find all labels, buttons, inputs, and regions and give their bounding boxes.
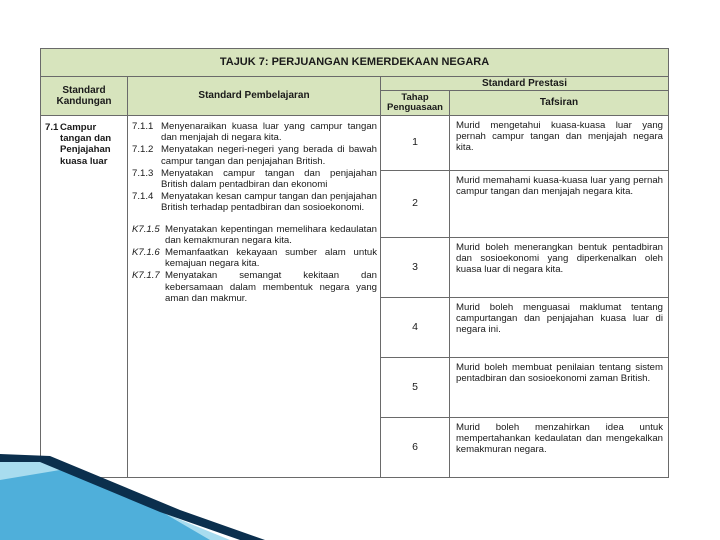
header-standard-prestasi: Standard Prestasi	[381, 77, 669, 91]
standard-text: Menyatakan campur tangan dan penjajahan British dalam pentadbiran dan ekonomi	[161, 167, 377, 191]
tahap-level-1: 1	[381, 116, 450, 171]
header-standard-pembelajaran: Standard Pembelajaran	[128, 77, 381, 116]
standard-code: 7.1.3	[132, 167, 154, 179]
tafsiran-level-6: Murid boleh menzahirkan idea untuk mempertahankan kedaulatan dan mengekalkan kemakmuran negara.	[450, 418, 669, 478]
standard-code: 7.1.1	[132, 121, 154, 132]
tahap-level-3: 3	[381, 238, 450, 298]
kandungan-text: Campur tangan dan Penjajahan kuasa luar	[60, 122, 112, 167]
standard-text: Menyatakan negeri-negeri yang berada di bawah campur tangan dan penjajahan British.	[161, 144, 377, 167]
kandungan-code: 7.1	[45, 122, 59, 133]
nilai-item	[132, 270, 377, 304]
header-standard-kandungan: Standard Kandungan	[41, 77, 128, 116]
standard-text: Menyatakan kesan campur tangan dan penjajahan British terhadap pentadbiran dan sosioekonomi.	[161, 191, 377, 214]
tafsiran-level-1: Murid mengetahui kuasa-kuasa luar yang pernah campur tangan dan menjajah negara kita.	[450, 116, 669, 171]
standard-item	[132, 168, 377, 190]
nilai-code: K7.1.6	[132, 247, 160, 259]
tahap-level-6: 6	[381, 418, 450, 478]
nilai-item	[132, 247, 377, 269]
decorative-swoosh	[0, 440, 720, 540]
nilai-item	[132, 224, 377, 246]
nilai-text: Menyatakan kepentingan memelihara kedaulatan dan kemakmuran negara kita.	[165, 223, 377, 246]
tafsiran-level-4: Murid boleh menguasai maklumat tentang campurtangan dan penjajahan kuasa luar di negara ini.	[450, 298, 669, 358]
standard-item	[132, 144, 377, 166]
standard-item	[132, 121, 377, 143]
pembelajaran-cell	[128, 116, 381, 478]
nilai-code: K7.1.5	[132, 223, 160, 235]
tahap-level-5: 5	[381, 358, 450, 418]
header-tahap-penguasaan: Tahap Penguasaan	[381, 91, 450, 116]
header-tafsiran: Tafsiran	[450, 91, 669, 116]
table-title: TAJUK 7: PERJUANGAN KEMERDEKAAN NEGARA	[41, 49, 669, 77]
tahap-level-2: 2	[381, 171, 450, 238]
standard-text: Menyenaraikan kuasa luar yang campur tangan dan menjajah di negara kita.	[161, 121, 377, 144]
tafsiran-level-5: Murid boleh membuat penilaian tentang sistem pentadbiran dan sosioekonomi zaman British.	[450, 358, 669, 418]
curriculum-table	[40, 48, 669, 478]
nilai-text: Menyatakan semangat kekitaan dan kebersamaan dalam membentuk negara yang aman dan makmur.	[165, 270, 377, 304]
nilai-text: Memanfaatkan kekayaan sumber alam untuk kemajuan negara kita.	[165, 247, 377, 270]
nilai-code: K7.1.7	[132, 270, 160, 282]
standard-code: 7.1.2	[132, 144, 154, 156]
tahap-level-4: 4	[381, 298, 450, 358]
tafsiran-level-2: Murid memahami kuasa-kuasa luar yang pernah campur tangan dan menjajah negara kita.	[450, 171, 669, 238]
tafsiran-level-3: Murid boleh menerangkan bentuk pentadbiran dan sosioekonomi yang diperkenalkan oleh kuasa luar di negara kita.	[450, 238, 669, 298]
standard-item	[132, 191, 377, 213]
kandungan-cell	[41, 116, 128, 478]
standard-code: 7.1.4	[132, 191, 154, 203]
